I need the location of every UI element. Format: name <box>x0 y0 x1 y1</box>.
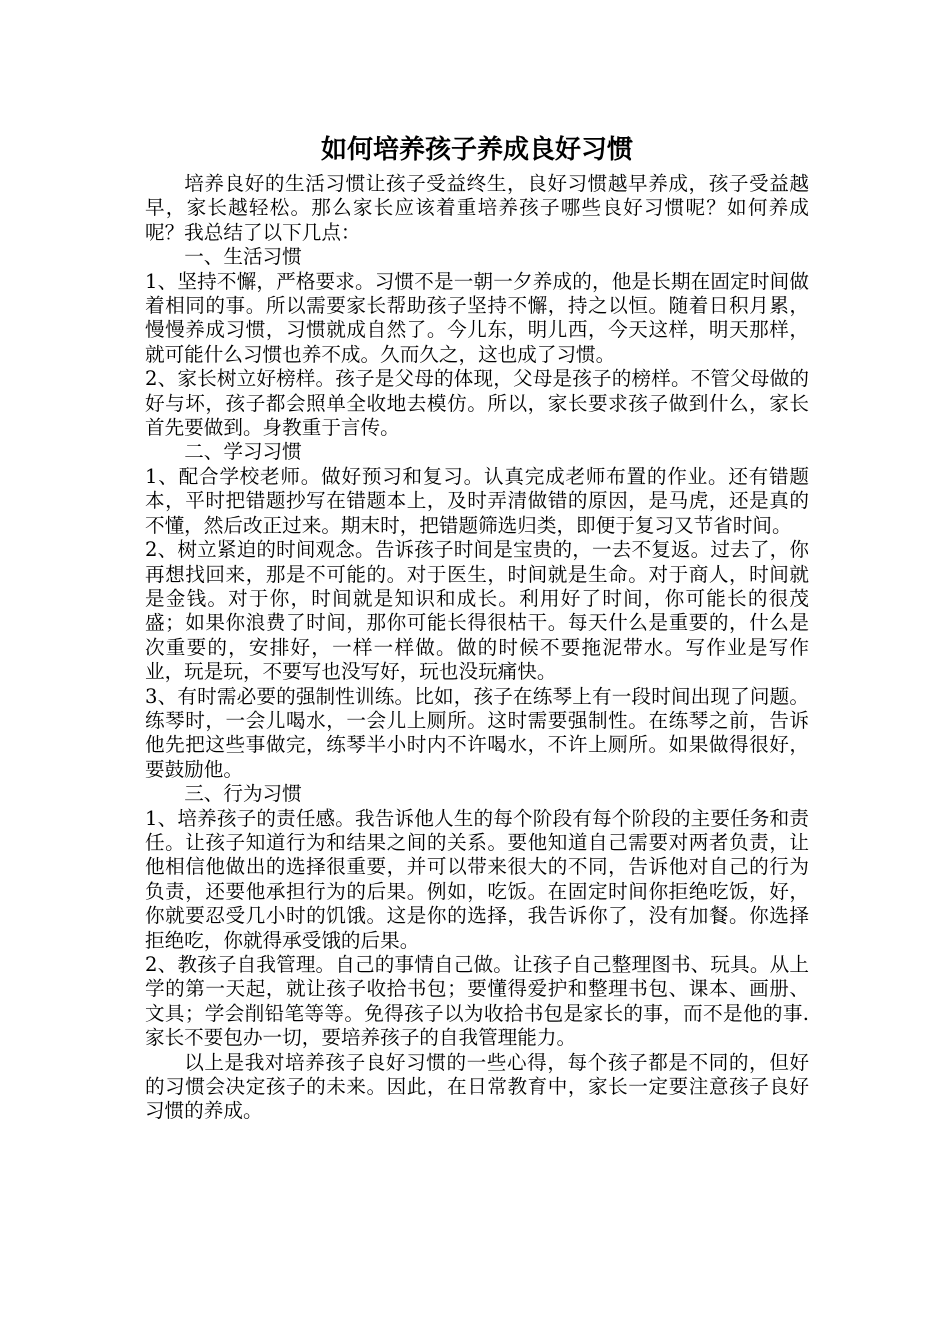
document-page <box>145 128 809 1124</box>
intro-paragraph: 培养良好的生活习惯让孩子受益终生，良好习惯越早养成，孩子受益越早，家长越轻松。那么家长应该着重培养孩子哪些良好习惯呢？如何养成呢？我总结了以下几点： <box>145 172 809 244</box>
paragraph: 2、树立紧迫的时间观念。告诉孩子时间是宝贵的，一去不复返。过去了，你再想找回来，那是不可能的。对于医生，时间就是生命。对于商人，时间就是金钱。对于你，时间就是知识和成长。利用好了时间，你可能长的很茂盛；如果你浪费了时间，那你可能长得很枯干。每天什么是重要的，什么是次重要的，安排好，一样一样做。做的时候不要拖泥带水。写作业是写作业，玩是玩，不要写也没写好，玩也没玩痛快。 <box>145 538 809 684</box>
document-title: 如何培养孩子养成良好习惯 <box>320 135 633 165</box>
paragraph: 2、家长树立好榜样。孩子是父母的体现，父母是孩子的榜样。不管父母做的好与坏，孩子都会照单全收地去模仿。所以，家长要求孩子做到什么，家长首先要做到。身教重于言传。 <box>145 367 809 440</box>
paragraph: 3、有时需必要的强制性训练。比如，孩子在练琴上有一段时间出现了问题。练琴时，一会儿喝水，一会儿上厕所。这时需要强制性。在练琴之前，告诉他先把这些事做完，练琴半小时内不许喝水，不许上厕所。如果做得很好，要鼓励他。 <box>145 684 809 781</box>
paragraph: 1、培养孩子的责任感。我告诉他人生的每个阶段有每个阶段的主要任务和责任。让孩子知道行为和结果之间的关系。要他知道自己需要对两者负责，让他相信他做出的选择很重要，并可以带来很大的不同，告诉他对自己的行为负责，还要他承担行为的后果。例如，吃饭。在固定时间你拒绝吃饭，好，你就要忍受几小时的饥饿。这是你的选择，我告诉你了，没有加餐。你选择拒绝吃，你就得承受饿的后果。 <box>145 806 809 952</box>
paragraph: 1、坚持不懈，严格要求。习惯不是一朝一夕养成的，他是长期在固定时间做着相同的事。所以需要家长帮助孩子坚持不懈，持之以恒。随着日积月累，慢慢养成习惯，习惯就成自然了。今儿东，明儿西，今天这样，明天那样，就可能什么习惯也养不成。久而久之，这也成了习惯。 <box>145 269 809 366</box>
section-heading-behavior: 三、行为习惯 <box>184 782 302 806</box>
section-heading-life: 一、生活习惯 <box>184 245 302 269</box>
paragraph: 2、教孩子自我管理。自己的事情自己做。让孩子自己整理图书、玩具。从上学的第一天起，就让孩子收拾书包；要懂得爱护和整理书包、课本、画册、文具；学会削铅笔等等。免得孩子以为收拾书包是家长的事，而不是他的事. 家长不要包办一切，要培养孩子的自我管理能力。 <box>145 953 809 1050</box>
paragraph: 1、配合学校老师。做好预习和复习。认真完成老师布置的作业。还有错题本，平时把错题抄写在错题本上，及时弄清做错的原因，是马虎，还是真的不懂，然后改正过来。期末时，把错题筛选归类，即便于复习又节省时间。 <box>145 464 809 537</box>
conclusion-paragraph: 以上是我对培养孩子良好习惯的一些心得，每个孩子都是不同的，但好的习惯会决定孩子的未来。因此，在日常教育中，家长一定要注意孩子良好习惯的养成。 <box>145 1050 809 1123</box>
section-heading-study: 二、学习习惯 <box>184 440 302 464</box>
